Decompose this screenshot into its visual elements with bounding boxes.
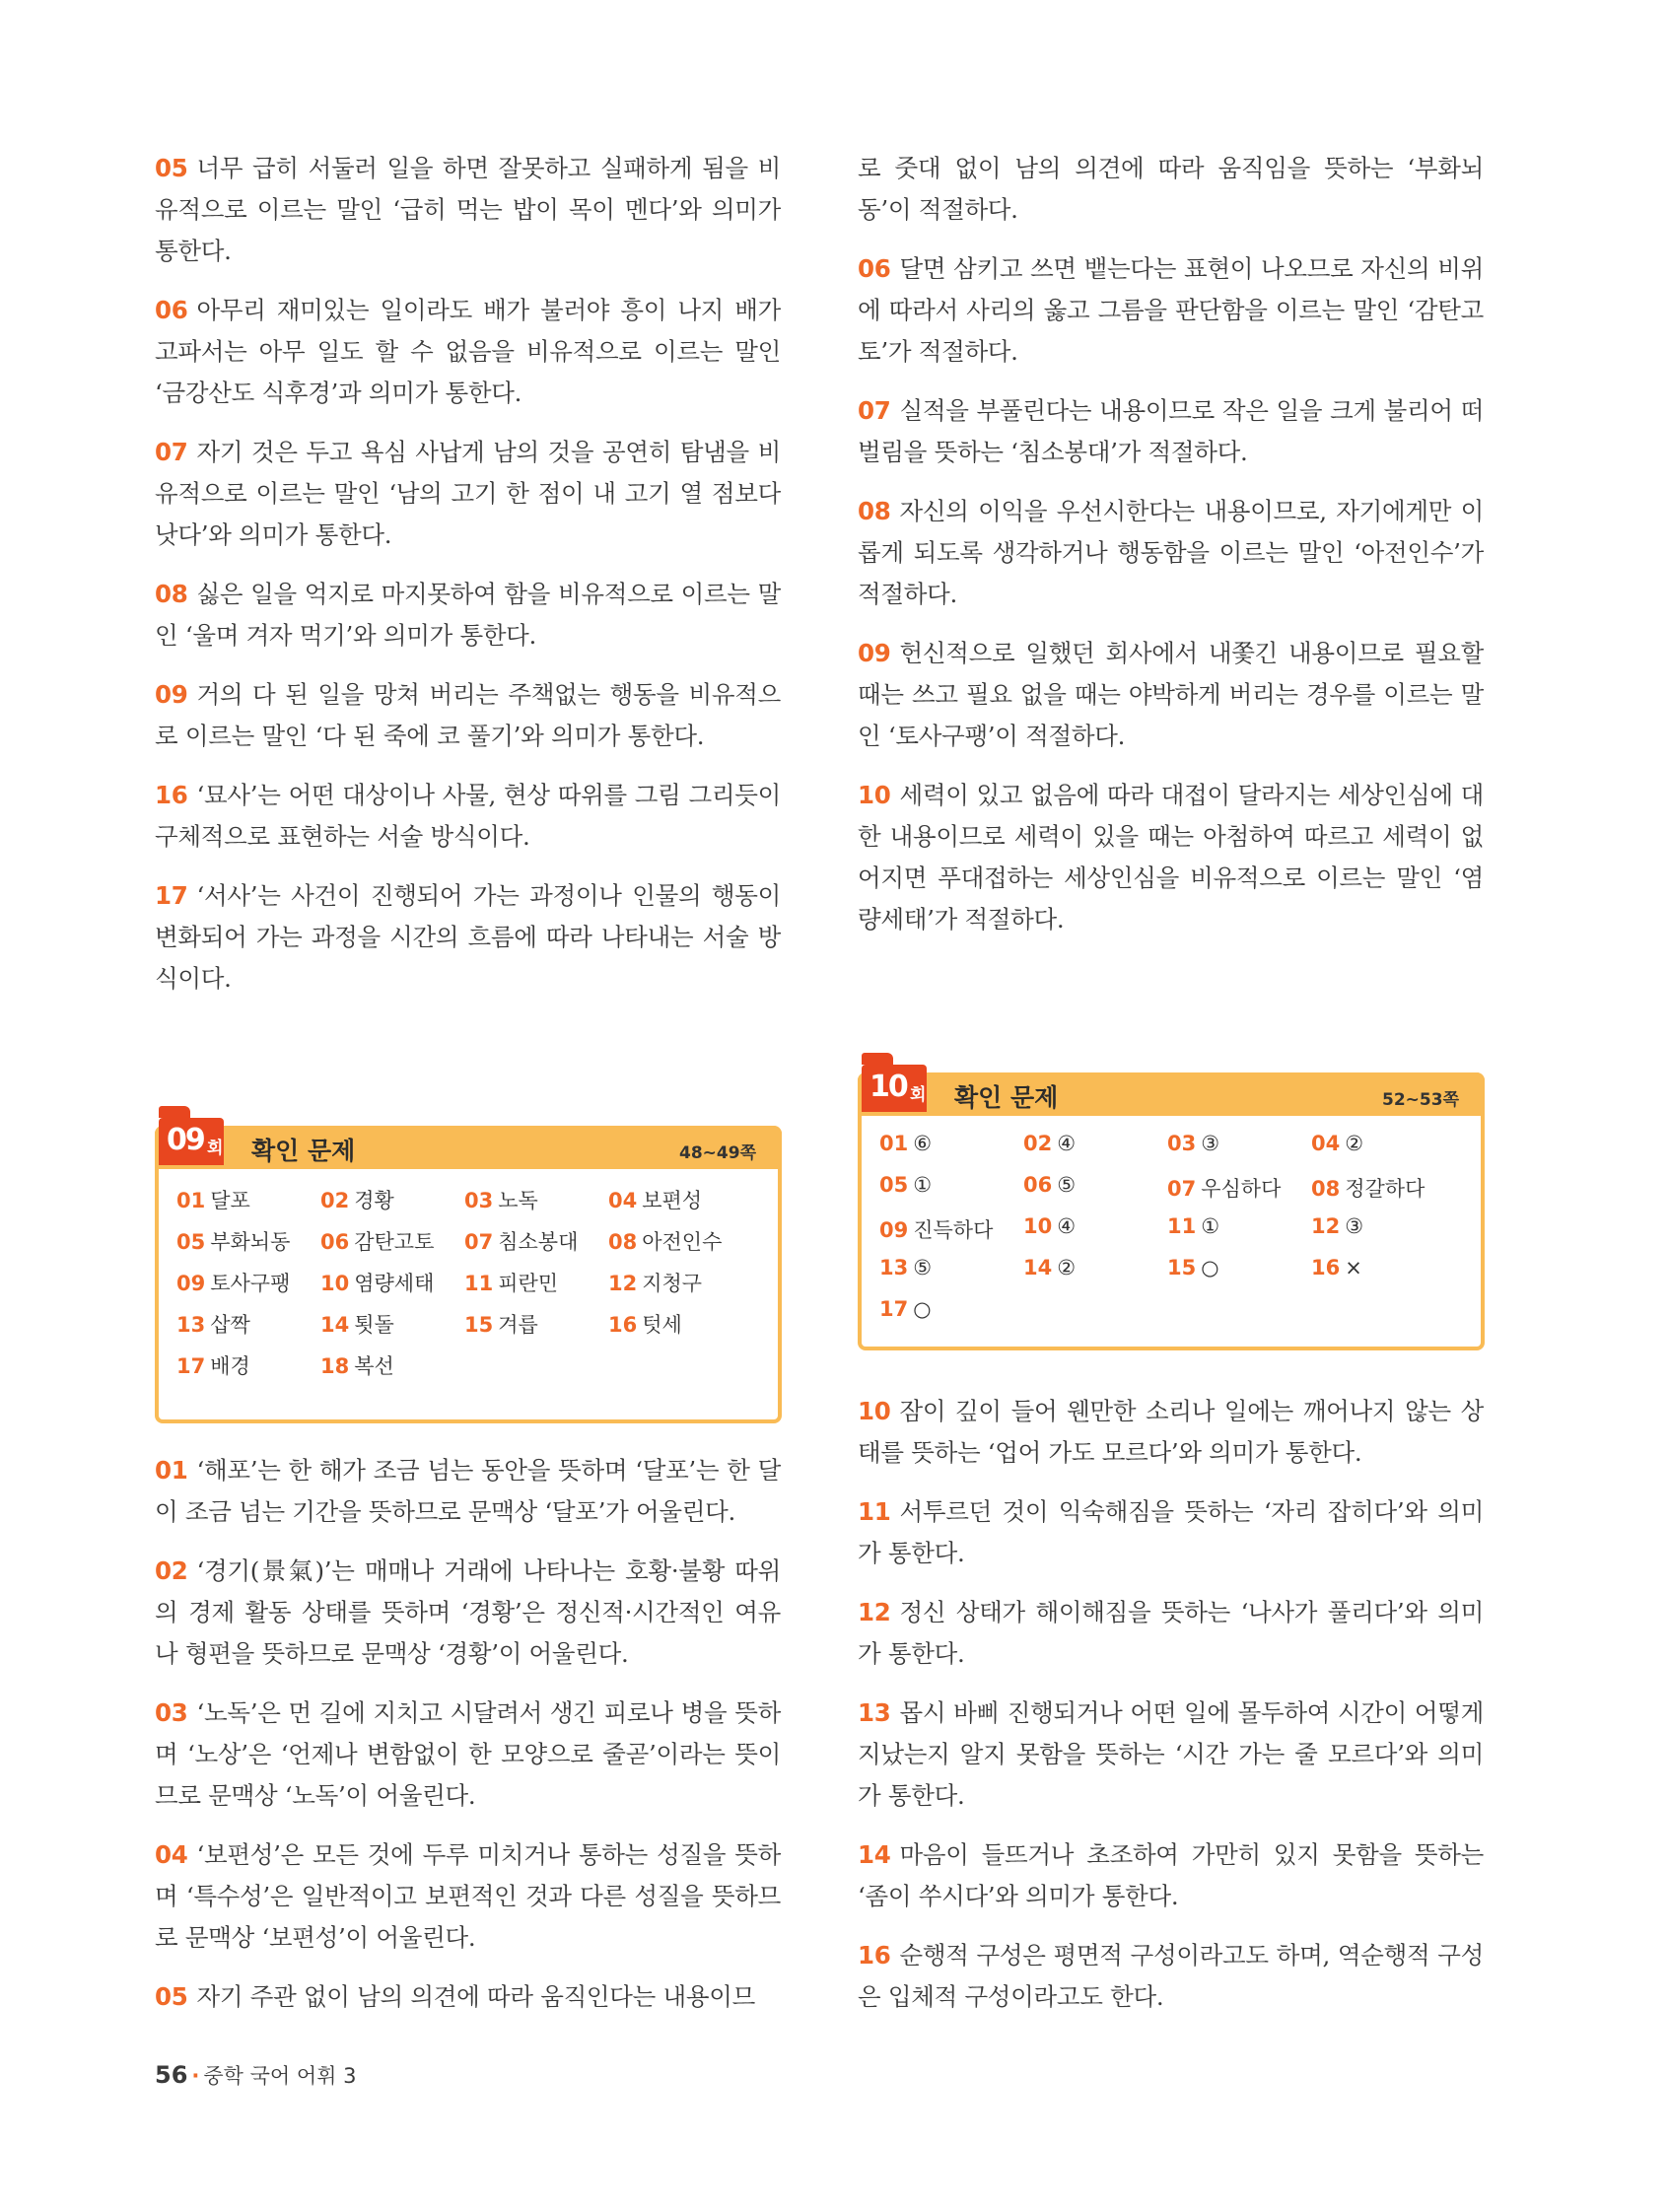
answer-item [1167, 1173, 1311, 1214]
question-number: 16 [858, 1941, 891, 1970]
question-number: 16 [155, 781, 188, 809]
question-number: 08 [155, 580, 188, 608]
explanation-text: 자기 것은 두고 욕심 사납게 남의 것을 공연히 탐냄을 비유적으로 이르는 말인 ‘남의 고기 한 점이 내 고기 열 점보다 낫다’와 의미가 통한다. [155, 438, 781, 549]
explanation-text: 마음이 들뜨거나 초조하여 가만히 있지 못함을 뜻하는 ‘좀이 쑤시다’와 의미가 통한다. [858, 1840, 1484, 1910]
answer-item [464, 1309, 608, 1350]
question-number: 12 [858, 1598, 891, 1626]
right-column-bottom [858, 1391, 1484, 2036]
explanation-text: ‘보편성’은 모든 것에 두루 미치거나 통하는 성질을 뜻하며 ‘특수성’은 일반적이고 보편적인 것과 다른 성질을 뜻하므로 문맥상 ‘보편성’이 어울린다. [155, 1840, 781, 1952]
answer-value: 경황 [354, 1189, 394, 1212]
answer-item [608, 1185, 752, 1226]
answer-number: 16 [608, 1313, 638, 1337]
question-number: 08 [858, 497, 891, 525]
explanation-paragraph [155, 1834, 781, 1959]
explanation-text: ‘서사’는 사건이 진행되어 가는 과정이나 인물의 행동이 변화되어 가는 과정을 시간의 흐름에 따라 나타내는 서술 방식이다. [155, 881, 781, 993]
answer-item [1311, 1132, 1455, 1173]
answer-value: ⑤ [1057, 1173, 1077, 1197]
answer-value: 정갈하다 [1345, 1177, 1426, 1201]
answer-value: ③ [1345, 1214, 1364, 1238]
answer-value: 진득하다 [913, 1218, 994, 1242]
explanation-text: 헌신적으로 일했던 회사에서 내쫓긴 내용이므로 필요할 때는 쓰고 필요 없을 때는 야박하게 버리는 경우를 이르는 말인 ‘토사구팽’이 적절하다. [858, 639, 1484, 750]
answer-number: 06 [320, 1230, 350, 1254]
answer-item [879, 1297, 1023, 1339]
box-title: 확인 문제 [954, 1083, 1059, 1112]
answer-number: 05 [176, 1230, 206, 1254]
question-number: 01 [155, 1456, 188, 1485]
explanation-text: 싫은 일을 억지로 마지못하여 함을 비유적으로 이르는 말인 ‘울며 겨자 먹기’와 의미가 통한다. [155, 580, 781, 650]
answer-value: 달포 [210, 1189, 250, 1212]
answer-item [1023, 1214, 1167, 1256]
answer-value: ① [913, 1173, 933, 1197]
answer-value: 툇돌 [354, 1313, 394, 1337]
answer-value: 부화뇌동 [210, 1230, 291, 1254]
answer-value: ④ [1057, 1214, 1077, 1238]
explanation-paragraph [858, 1592, 1484, 1675]
explanation-paragraph [155, 1693, 781, 1817]
explanation-paragraph [155, 290, 781, 414]
answer-number: 08 [1311, 1177, 1341, 1201]
question-number: 10 [858, 1397, 891, 1425]
question-number: 06 [858, 254, 891, 283]
explanation-paragraph [155, 148, 781, 272]
answer-value: 텃세 [642, 1313, 682, 1337]
explanation-paragraph [858, 390, 1484, 473]
answer-value: 피란민 [498, 1272, 559, 1295]
explanation-paragraph [155, 1976, 781, 2018]
answer-number: 17 [879, 1297, 909, 1321]
question-number: 05 [155, 1982, 188, 2011]
answer-value: 삽짝 [210, 1313, 250, 1337]
badge-tab [159, 1106, 190, 1118]
explanation-paragraph [858, 1391, 1484, 1474]
answer-item [1167, 1132, 1311, 1173]
answer-item [1023, 1132, 1167, 1173]
answer-number: 06 [1023, 1173, 1053, 1197]
explanation-paragraph [858, 148, 1484, 231]
answer-value: × [1345, 1256, 1362, 1279]
box-title: 확인 문제 [251, 1137, 356, 1165]
book-title: 중학 국어 어휘 3 [203, 2064, 357, 2088]
answer-value: 우심하다 [1201, 1177, 1282, 1201]
explanation-paragraph [858, 1935, 1484, 2018]
answer-item [320, 1350, 464, 1392]
answer-item [320, 1185, 464, 1226]
answer-item [879, 1173, 1023, 1214]
explanation-paragraph [155, 674, 781, 757]
answer-item [176, 1268, 320, 1309]
answer-item [176, 1226, 320, 1268]
session-badge [159, 1118, 224, 1165]
answer-item [464, 1226, 608, 1268]
answer-item [176, 1185, 320, 1226]
answer-item [464, 1185, 608, 1226]
explanation-text: 몹시 바삐 진행되거나 어떤 일에 몰두하여 시간이 어떻게 지났는지 알지 못함을 뜻하는 ‘시간 가는 줄 모르다’와 의미가 통한다. [858, 1698, 1484, 1810]
explanation-text: 달면 삼키고 쓰면 뱉는다는 표현이 나오므로 자신의 비위에 따라서 사리의 옳고 그름을 판단함을 이르는 말인 ‘감탄고토’가 적절하다. [858, 254, 1484, 366]
page-footer [155, 2060, 357, 2090]
answer-item [879, 1132, 1023, 1173]
answer-item [320, 1309, 464, 1350]
session-number: 09 [167, 1123, 204, 1157]
answer-number: 04 [608, 1189, 638, 1212]
answer-value: ○ [1201, 1256, 1219, 1279]
footer-separator-dot: · [191, 2064, 200, 2088]
answer-item [320, 1226, 464, 1268]
right-column-top [858, 148, 1484, 958]
answer-box-09 [155, 1123, 782, 1423]
answer-number: 02 [320, 1189, 350, 1212]
session-badge [862, 1065, 927, 1112]
question-number: 17 [155, 881, 188, 910]
answer-value: ① [1201, 1214, 1220, 1238]
answer-number: 15 [464, 1313, 494, 1337]
explanation-paragraph [155, 432, 781, 556]
explanation-text: 자기 주관 없이 남의 의견에 따라 움직인다는 내용이므 [196, 1982, 755, 2011]
question-number: 03 [155, 1698, 188, 1727]
answer-number: 08 [608, 1230, 638, 1254]
answer-value: ⑥ [913, 1132, 933, 1155]
answer-value: ④ [1057, 1132, 1077, 1155]
answer-item [608, 1226, 752, 1268]
answer-value: 복선 [354, 1354, 394, 1378]
left-column-bottom [155, 1450, 781, 2036]
answer-number: 02 [1023, 1132, 1053, 1155]
answer-number: 07 [464, 1230, 494, 1254]
question-number: 11 [858, 1497, 891, 1526]
answer-value: ⑤ [913, 1256, 933, 1279]
answer-value: 아전인수 [642, 1230, 723, 1254]
explanation-paragraph [155, 1551, 781, 1675]
answer-item [1167, 1256, 1311, 1297]
explanation-text: ‘해포’는 한 해가 조금 넘는 동안을 뜻하며 ‘달포’는 한 달이 조금 넘는 기간을 뜻하므로 문맥상 ‘달포’가 어울린다. [155, 1456, 781, 1526]
answer-item [1311, 1173, 1455, 1214]
answer-number: 15 [1167, 1256, 1197, 1279]
question-number: 10 [858, 781, 891, 809]
answer-number: 16 [1311, 1256, 1341, 1279]
question-number: 09 [155, 680, 188, 709]
answer-number: 12 [608, 1272, 638, 1295]
session-suffix: 회 [207, 1139, 224, 1158]
answer-value: ③ [1201, 1132, 1220, 1155]
answer-item [879, 1256, 1023, 1297]
answer-number: 11 [1167, 1214, 1197, 1238]
answer-number: 14 [320, 1313, 350, 1337]
answer-number: 10 [1023, 1214, 1053, 1238]
question-number: 14 [858, 1840, 891, 1869]
explanation-text: 정신 상태가 해이해짐을 뜻하는 ‘나사가 풀리다’와 의미가 통한다. [858, 1598, 1484, 1668]
answer-item [1023, 1256, 1167, 1297]
question-number: 07 [155, 438, 188, 466]
explanation-text: 아무리 재미있는 일이라도 배가 불러야 흥이 나지 배가 고파서는 아무 일도 할 수 없음을 비유적으로 이르는 말인 ‘금강산도 식후경’과 의미가 통한다. [155, 296, 781, 407]
answer-value: ○ [913, 1297, 932, 1321]
badge-tab [862, 1053, 893, 1065]
answer-item [176, 1350, 320, 1392]
answer-item [608, 1309, 752, 1350]
answer-number: 07 [1167, 1177, 1197, 1201]
answer-number: 10 [320, 1272, 350, 1295]
session-suffix: 회 [910, 1085, 927, 1105]
answer-value: 배경 [210, 1354, 250, 1378]
answer-box-10 [858, 1072, 1485, 1350]
answer-item [1311, 1214, 1455, 1256]
answer-grid [176, 1185, 752, 1392]
question-number: 13 [858, 1698, 891, 1727]
answer-item [1023, 1173, 1167, 1214]
explanation-text: 자신의 이익을 우선시한다는 내용이므로, 자기에게만 이롭게 되도록 생각하거나 행동함을 이르는 말인 ‘아전인수’가 적절하다. [858, 497, 1484, 608]
session-number: 10 [869, 1070, 907, 1104]
answer-value: 침소봉대 [498, 1230, 579, 1254]
answer-number: 09 [176, 1272, 206, 1295]
answer-number: 11 [464, 1272, 494, 1295]
box-pages: 52~53쪽 [1382, 1090, 1459, 1110]
explanation-paragraph [155, 574, 781, 657]
explanation-paragraph [858, 1491, 1484, 1574]
answer-number: 13 [176, 1313, 206, 1337]
answer-number: 18 [320, 1354, 350, 1378]
answer-value: 토사구팽 [210, 1272, 291, 1295]
answer-number: 03 [464, 1189, 494, 1212]
question-number: 05 [155, 154, 188, 182]
answer-value: 노독 [498, 1189, 538, 1212]
answer-value: 지청구 [642, 1272, 703, 1295]
answer-number: 17 [176, 1354, 206, 1378]
answer-value: 감탄고토 [354, 1230, 435, 1254]
answer-value: 보편성 [642, 1189, 703, 1212]
explanation-paragraph [858, 1693, 1484, 1817]
answer-number: 01 [879, 1132, 909, 1155]
answer-item [1311, 1256, 1455, 1297]
page-number: 56 [155, 2061, 188, 2089]
answer-value: ② [1345, 1132, 1364, 1155]
answer-item [879, 1214, 1023, 1256]
box-pages: 48~49쪽 [679, 1143, 756, 1163]
explanation-text: 순행적 구성은 평면적 구성이라고도 하며, 역순행적 구성은 입체적 구성이라고도 한다. [858, 1941, 1484, 2011]
answer-number: 03 [1167, 1132, 1197, 1155]
answer-value: ② [1057, 1256, 1077, 1279]
answer-grid [879, 1132, 1455, 1339]
question-number: 04 [155, 1840, 188, 1869]
answer-number: 04 [1311, 1132, 1341, 1155]
question-number: 02 [155, 1556, 188, 1585]
explanation-text: 너무 급히 서둘러 일을 하면 잘못하고 실패하게 됨을 비유적으로 이르는 말인 ‘급히 먹는 밥이 목이 멘다’와 의미가 통한다. [155, 154, 781, 265]
question-number: 06 [155, 296, 188, 324]
answer-number: 09 [879, 1218, 909, 1242]
left-column-top [155, 148, 781, 1017]
question-number: 09 [858, 639, 891, 667]
explanation-text: 실적을 부풀린다는 내용이므로 작은 일을 크게 불리어 떠벌림을 뜻하는 ‘침소봉대’가 적절하다. [858, 396, 1484, 466]
answer-item [608, 1268, 752, 1309]
explanation-paragraph [155, 1450, 781, 1533]
explanation-paragraph [858, 775, 1484, 940]
answer-number: 01 [176, 1189, 206, 1212]
explanation-text: 거의 다 된 일을 망쳐 버리는 주책없는 행동을 비유적으로 이르는 말인 ‘다 된 죽에 코 풀기’와 의미가 통한다. [155, 680, 781, 750]
answer-number: 05 [879, 1173, 909, 1197]
explanation-paragraph [858, 1834, 1484, 1917]
question-number: 07 [858, 396, 891, 425]
explanation-text: 서투르던 것이 익숙해짐을 뜻하는 ‘자리 잡히다’와 의미가 통한다. [858, 1497, 1484, 1567]
answer-number: 12 [1311, 1214, 1341, 1238]
explanation-text: ‘묘사’는 어떤 대상이나 사물, 현상 따위를 그림 그리듯이 구체적으로 표현하는 서술 방식이다. [155, 781, 781, 851]
explanation-paragraph [858, 633, 1484, 757]
answer-value: 염량세태 [354, 1272, 435, 1295]
explanation-text: ‘노독’은 먼 길에 지치고 시달려서 생긴 피로나 병을 뜻하며 ‘노상’은 ‘언제나 변함없이 한 모양으로 줄곧’이라는 뜻이므로 문맥상 ‘노독’이 어울린다. [155, 1698, 781, 1810]
answer-number: 13 [879, 1256, 909, 1279]
explanation-paragraph [858, 491, 1484, 615]
answer-item [320, 1268, 464, 1309]
explanation-text: 로 줏대 없이 남의 의견에 따라 움직임을 뜻하는 ‘부화뇌동’이 적절하다. [858, 154, 1484, 224]
explanation-text: 세력이 있고 없음에 따라 대접이 달라지는 세상인심에 대한 내용이므로 세력이 있을 때는 아첨하여 따르고 세력이 없어지면 푸대접하는 세상인심을 비유적으로 이르는 말인 ‘염량세태’가 적절하다. [858, 781, 1484, 933]
answer-item [176, 1309, 320, 1350]
explanation-paragraph [155, 875, 781, 1000]
answer-number: 14 [1023, 1256, 1053, 1279]
explanation-text: ‘경기(景氣)’는 매매나 거래에 나타나는 호황·불황 따위의 경제 활동 상태를 뜻하며 ‘경황’은 정신적·시간적인 여유나 형편을 뜻하므로 문맥상 ‘경황’이 어울린다. [155, 1556, 781, 1668]
explanation-text: 잠이 깊이 들어 웬만한 소리나 일에는 깨어나지 않는 상태를 뜻하는 ‘업어 가도 모르다’와 의미가 통한다. [858, 1397, 1484, 1467]
explanation-paragraph [155, 775, 781, 858]
answer-item [464, 1268, 608, 1309]
answer-value: 겨릅 [498, 1313, 538, 1337]
explanation-paragraph [858, 248, 1484, 373]
answer-item [1167, 1214, 1311, 1256]
